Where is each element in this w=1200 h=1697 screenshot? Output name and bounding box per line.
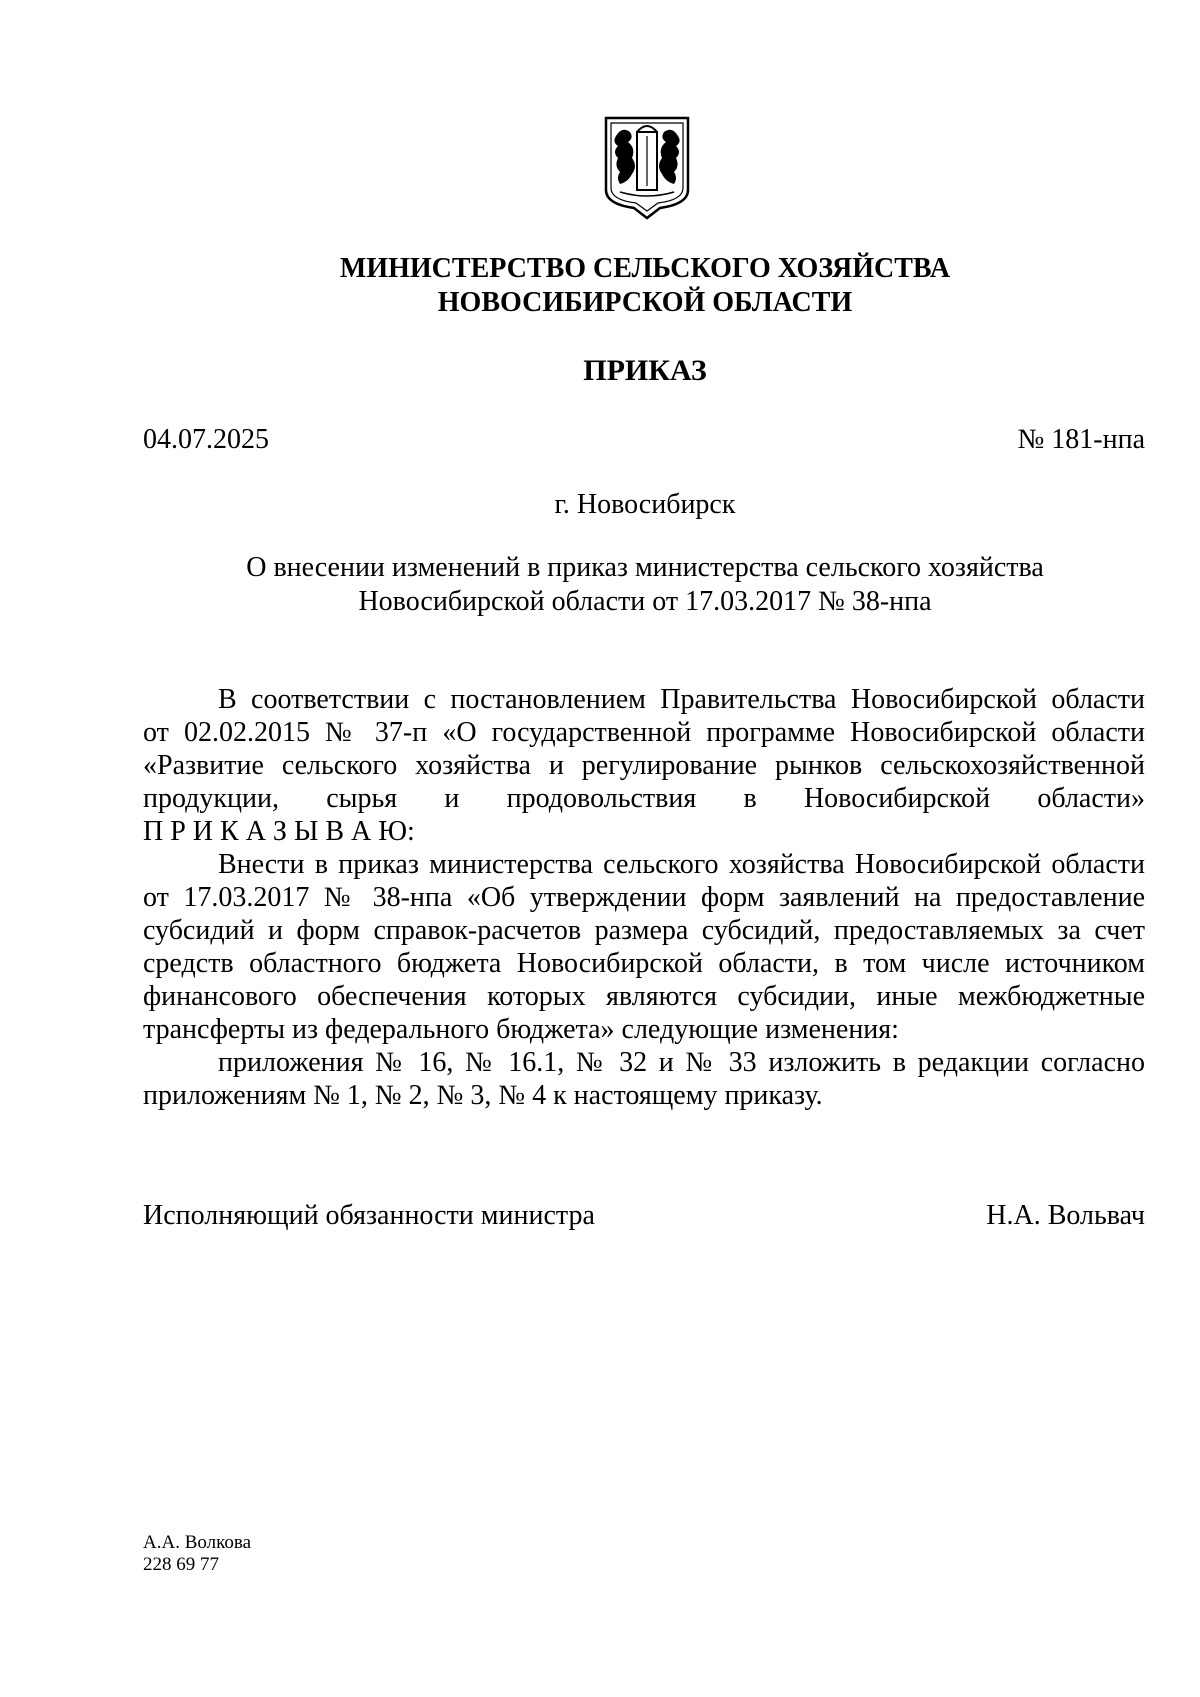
document-city: г. Новосибирск: [554, 489, 736, 520]
body-line: продукции, сырья и продовольствия в Новосибирской области»: [143, 783, 1145, 814]
executor-phone: 228 69 77: [143, 1554, 219, 1575]
body-line: приложения № 16, № 16.1, № 32 и № 33 изложить в редакции согласно: [218, 1047, 1145, 1078]
body-line: от 17.03.2017 № 38-нпа «Об утверждении форм заявлений на предоставление: [143, 882, 1145, 913]
body-line: финансового обеспечения которых являются субсидии, иные межбюджетные: [143, 981, 1145, 1012]
ministry-name-line1: МИНИСТЕРСТВО СЕЛЬСКОГО ХОЗЯЙСТВА: [339, 253, 951, 284]
document-body: [143, 683, 1145, 1112]
signatory-name: Н.А. Вольвач: [986, 1200, 1145, 1231]
body-line: средств областного бюджета Новосибирской области, в том числе источником: [143, 948, 1145, 979]
body-line: Внести в приказ министерства сельского хозяйства Новосибирской области: [218, 849, 1145, 880]
body-line: приложениям № 1, № 2, № 3, № 4 к настоящему приказу.: [143, 1080, 823, 1111]
body-line: субсидий и форм справок-расчетов размера субсидий, предоставляемых за счет: [143, 915, 1145, 946]
signatory-role: Исполняющий обязанности министра: [143, 1200, 595, 1231]
body-line: от 02.02.2015 № 37-п «О государственной программе Новосибирской области: [143, 717, 1145, 748]
body-line: В соответствии с постановлением Правительства Новосибирской области: [218, 684, 1145, 715]
document-number: № 181-нпа: [1017, 424, 1145, 455]
body-line: трансферты из федерального бюджета» следующие изменения:: [143, 1014, 899, 1045]
coat-of-arms-icon: [602, 112, 692, 220]
subject-line: Новосибирской области от 17.03.2017 № 38-нпа: [358, 586, 932, 617]
document-subject: [130, 551, 1160, 619]
document-type-title: ПРИКАЗ: [583, 354, 707, 387]
subject-line: О внесении изменений в приказ министерства сельского хозяйства: [246, 552, 1044, 583]
body-line: «Развитие сельского хозяйства и регулирование рынков сельскохозяйственной: [143, 750, 1145, 781]
order-word: П Р И К А З Ы В А Ю:: [143, 816, 415, 847]
executor-info: [143, 1532, 251, 1576]
executor-name: А.А. Волкова: [143, 1532, 252, 1553]
document-date: 04.07.2025: [143, 424, 269, 455]
ministry-name-line2: НОВОСИБИРСКОЙ ОБЛАСТИ: [437, 287, 853, 318]
